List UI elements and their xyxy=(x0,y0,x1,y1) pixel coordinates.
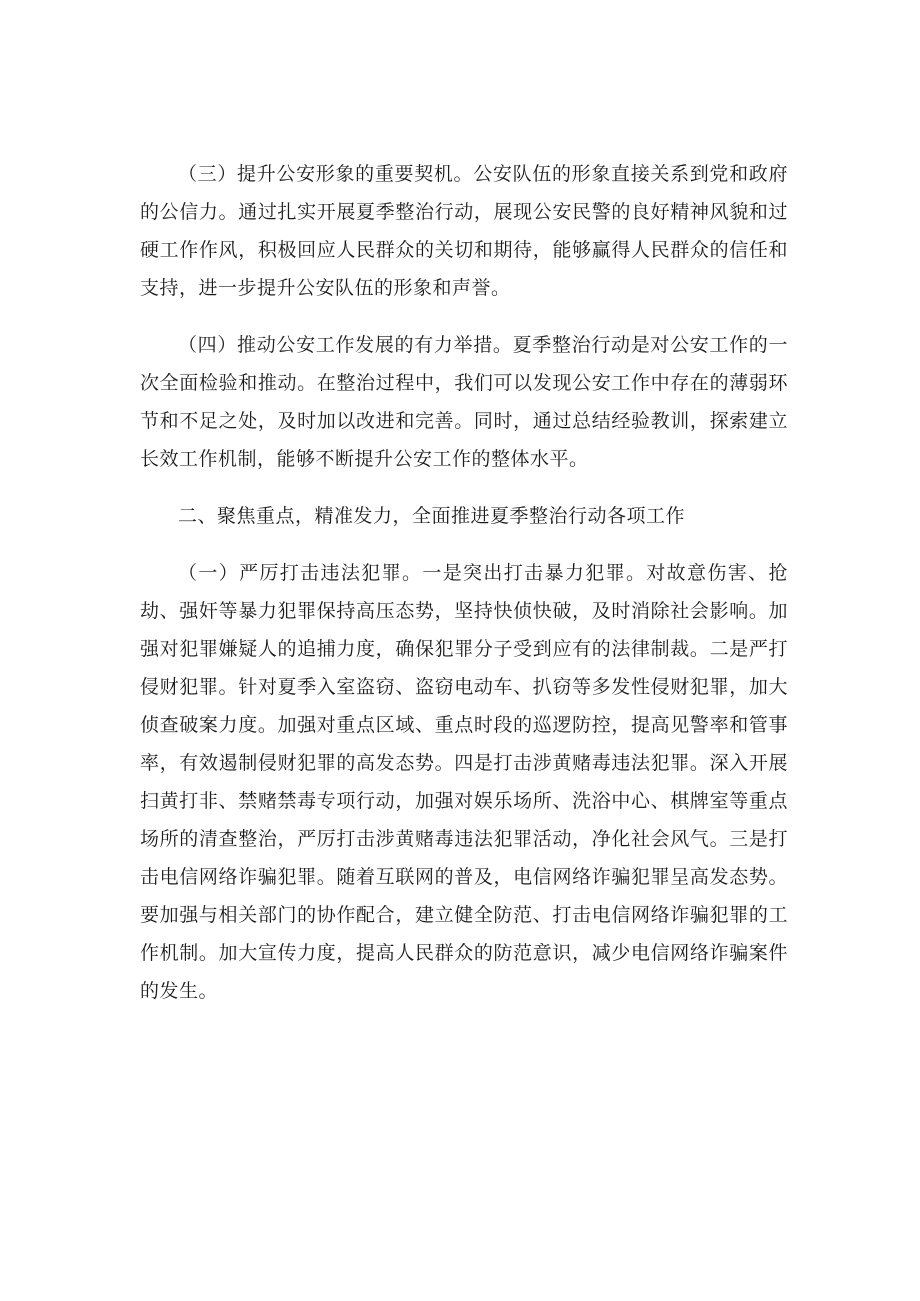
paragraph-image-opportunity: （三）提升公安形象的重要契机。公安队伍的形象直接关系到党和政府的公信力。通过扎实开展夏季整治行动，展现公安民警的良好精神风貌和过硬工作作风，积极回应人民群众的关切和期待，能够赢得人民群众的信任和支持，进一步提升公安队伍的形象和声誉。 xyxy=(140,163,788,299)
section-heading-two: 二、聚焦重点，精准发力，全面推进夏季整治行动各项工作 xyxy=(178,505,686,527)
document-body xyxy=(140,155,788,1029)
paragraph-crime-crackdown: （一）严厉打击违法犯罪。一是突出打击暴力犯罪。对故意伤害、抢劫、强奸等暴力犯罪保持高压态势，坚持快侦快破，及时消除社会影响。加强对犯罪嫌疑人的追捕力度，确保犯罪分子受到应有的法律制裁。二是严打侵财犯罪。针对夏季入室盗窃、盗窃电动车、扒窃等多发性侵财犯罪，加大侦查破案力度。加强对重点区域、重点时段的巡逻防控，提高见警率和管事率，有效遏制侵财犯罪的高发态势。四是打击涉黄赌毒违法犯罪。深入开展扫黄打非、禁赌禁毒专项行动，加强对娱乐场所、洗浴中心、棋牌室等重点场所的清查整治，严厉打击涉黄赌毒违法犯罪活动，净化社会风气。三是打击电信网络诈骗犯罪。随着互联网的普及，电信网络诈骗犯罪呈高发态势。要加强与相关部门的协作配合，建立健全防范、打击电信网络诈骗犯罪的工作机制。加大宣传力度，提高人民群众的防范意识，减少电信网络诈骗案件的发生。 xyxy=(140,562,788,1002)
paragraph-work-development: （四）推动公安工作发展的有力举措。夏季整治行动是对公安工作的一次全面检验和推动。在整治过程中，我们可以发现公安工作中存在的薄弱环节和不足之处，及时加以改进和完善。同时，通过总结经验教训，探索建立长效工作机制，能够不断提升公安工作的整体水平。 xyxy=(140,334,788,470)
